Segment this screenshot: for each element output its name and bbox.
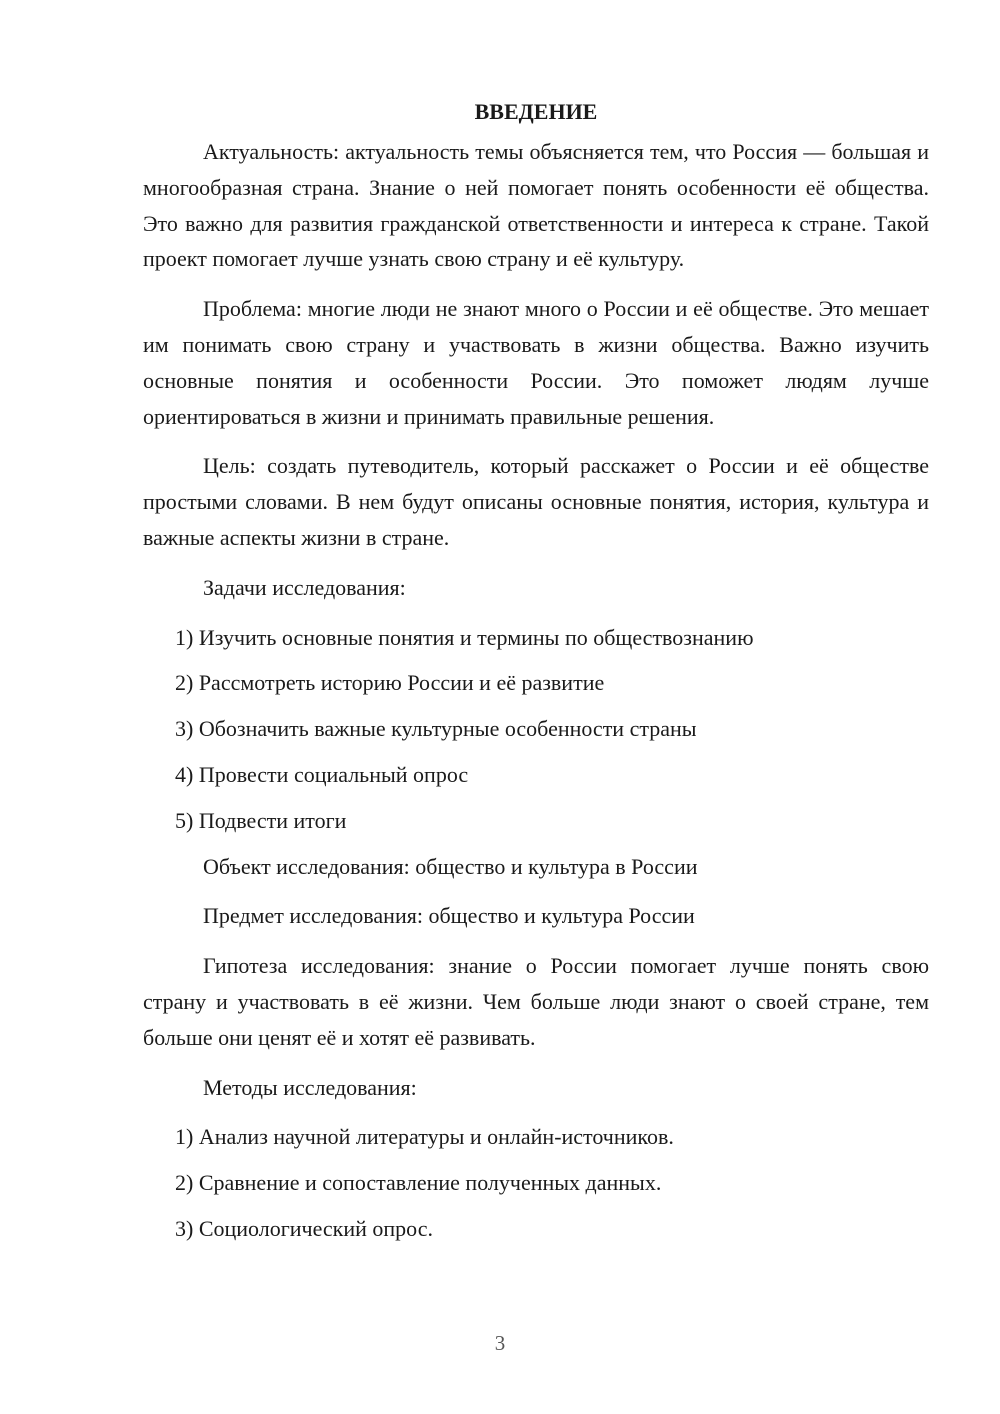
method-item: 3) Социологический опрос. (175, 1215, 433, 1241)
document-page (143, 88, 929, 1257)
task-item: 2) Рассмотреть историю России и её развитие (175, 670, 605, 696)
page-title: ВВЕДЕНИЕ (474, 99, 598, 124)
task-item: 4) Провести социальный опрос (175, 761, 469, 787)
object-paragraph: Объект исследования: общество и культура в России (203, 853, 698, 879)
relevance-paragraph: Актуальность: актуальность темы объясняется тем, что Россия — большая и многообразная страна. Знание о ней помогает понять особенности её общества. Это важно для развития гражданской ответственности и интереса к стране. Такой проект помогает лучше узнать свою страну и её культуру. (143, 139, 929, 272)
methods-heading: Методы исследования: (203, 1074, 417, 1100)
task-item: 3) Обозначить важные культурные особенности страны (175, 716, 697, 742)
method-item: 1) Анализ научной литературы и онлайн-источников. (175, 1124, 674, 1150)
goal-paragraph: Цель: создать путеводитель, который расскажет о России и её обществе простыми словами. В нем будут описаны основные понятия, история, культура и важные аспекты жизни в стране. (143, 453, 929, 550)
task-item: 1) Изучить основные понятия и термины по обществознанию (175, 624, 754, 650)
task-item: 5) Подвести итоги (175, 807, 347, 833)
hypothesis-paragraph: Гипотеза исследования: знание о России помогает лучше понять свою страну и участвовать в её жизни. Чем больше люди знают о своей стране, тем больше они ценят её и хотят её развивать. (143, 953, 929, 1050)
subject-paragraph: Предмет исследования: общество и культура России (203, 903, 695, 929)
tasks-heading: Задачи исследования: (203, 574, 406, 600)
method-item: 2) Сравнение и сопоставление полученных данных. (175, 1170, 662, 1196)
page-number: 3 (494, 1331, 506, 1355)
problem-paragraph: Проблема: многие люди не знают много о России и её обществе. Это мешает им понимать свою страну и участвовать в жизни общества. Важно изучить основные понятия и особенности России. Это поможет людям лучше ориентироваться в жизни и принимать правильные решения. (143, 296, 929, 429)
